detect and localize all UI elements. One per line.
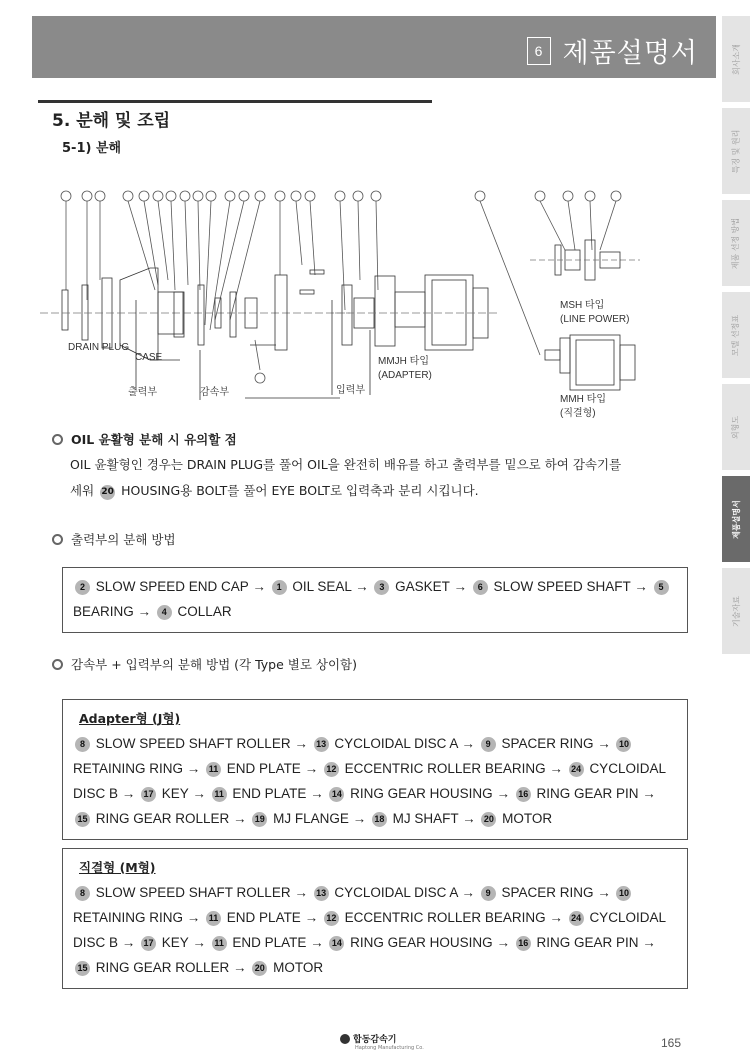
company-logo: 합동감속기 (340, 1032, 396, 1045)
case-label: CASE (135, 352, 163, 363)
part-name: END PLATE (232, 786, 307, 801)
side-tab-dimensions[interactable]: 외형도 (722, 384, 750, 470)
part-name: END PLATE (226, 761, 301, 776)
part-number-badge: 15 (75, 812, 90, 827)
direct-type-title: 직결형 (M형) (79, 860, 156, 875)
arrow-icon: → (458, 811, 480, 826)
part-number-badge: 6 (473, 580, 488, 595)
adapter-type-steps (62, 699, 688, 840)
mmjh-label: MMJH 타입 (378, 356, 429, 367)
part-number-badge: 19 (252, 812, 267, 827)
section-title: 5. 분해 및 조립 (52, 111, 171, 131)
part-number-badge: 24 (569, 911, 584, 926)
part-name: RING GEAR PIN (536, 935, 639, 950)
part-name: SPACER RING (501, 736, 594, 751)
arrow-icon: → (630, 579, 652, 594)
part-name: END PLATE (232, 935, 307, 950)
part-number-badge: 17 (141, 787, 156, 802)
part-name: MJ FLANGE (273, 811, 349, 826)
part-number-badge: 9 (481, 886, 496, 901)
mmh-assembly (545, 335, 635, 390)
chapter-title: 제품설명서 (562, 38, 698, 69)
side-tabs (722, 16, 750, 660)
bullet-icon (52, 434, 63, 445)
input-section-label: 입력부 (336, 385, 365, 396)
part-number-badge: 14 (329, 787, 344, 802)
arrow-icon: → (457, 885, 479, 900)
leader-lines (66, 201, 616, 370)
part-name: RING GEAR HOUSING (350, 935, 493, 950)
part-number-badge: 10 (616, 886, 631, 901)
side-tab-model-table[interactable]: 모델 선정표 (722, 292, 750, 378)
part-number-badge: 11 (212, 936, 227, 951)
part-number-badge: 9 (481, 737, 496, 752)
page-number: 165 (661, 1036, 682, 1050)
part-name: ECCENTRIC ROLLER BEARING (344, 761, 546, 776)
arrow-icon: → (229, 960, 251, 975)
arrow-icon: → (290, 885, 312, 900)
part-number-badge: 13 (314, 886, 329, 901)
part-name: RING GEAR ROLLER (95, 811, 230, 826)
part-number-badge: 8 (75, 886, 90, 901)
arrow-icon: → (118, 935, 140, 950)
part-name: SLOW SPEED SHAFT ROLLER (95, 885, 291, 900)
part-name: KEY (161, 935, 189, 950)
part-name: BEARING (73, 604, 134, 619)
part-name: MOTOR (273, 960, 324, 975)
part-name: SLOW SPEED END CAP (95, 579, 249, 594)
arrow-icon: → (300, 910, 322, 925)
part-number-badge: 12 (324, 911, 339, 926)
mmh-sub-label: (직결형) (560, 408, 596, 419)
arrow-icon: → (545, 761, 567, 776)
part-number-badge: 5 (654, 580, 669, 595)
msh-assembly (530, 240, 640, 280)
part-number-badge: 20 (100, 485, 115, 500)
section-rule (38, 100, 432, 103)
arrow-icon: → (593, 736, 615, 751)
arrow-icon: → (638, 935, 656, 950)
oil-note-text: OIL 윤활형인 경우는 DRAIN PLUG를 풀어 OIL을 완전히 배유를 하고 출력부를 밑으로 하여 감속기를 세워 20 HOUSING용 BOLT를 풀어 EYE BOLT로 입력축과 분리 시킵니다. (70, 457, 622, 498)
part-name: MOTOR (502, 811, 553, 826)
arrow-icon: → (306, 935, 328, 950)
part-name: CYCLOIDAL DISC B (73, 910, 666, 950)
part-number-badge: 16 (516, 936, 531, 951)
side-tab-manual[interactable]: 제품설명서 (722, 476, 750, 562)
arrow-icon: → (306, 786, 328, 801)
part-number-badge: 13 (314, 737, 329, 752)
part-name: RING GEAR ROLLER (95, 960, 230, 975)
part-number-badge: 11 (206, 911, 221, 926)
arrow-icon: → (638, 786, 656, 801)
part-name: GASKET (395, 579, 450, 594)
arrow-icon: → (183, 761, 205, 776)
side-tab-selection[interactable]: 제품 선정 방법 (722, 200, 750, 286)
oil-note-heading: OIL 윤활형 분해 시 유의할 점 (52, 430, 237, 448)
part-number-badge: 16 (516, 787, 531, 802)
part-name: SLOW SPEED SHAFT ROLLER (95, 736, 291, 751)
arrow-icon: → (183, 910, 205, 925)
part-number-badge: 20 (252, 961, 267, 976)
part-name: RING GEAR HOUSING (350, 786, 493, 801)
arrow-icon: → (290, 736, 312, 751)
side-tab-company[interactable]: 회사소개 (722, 16, 750, 102)
part-number-badge: 11 (212, 787, 227, 802)
arrow-icon: → (348, 811, 370, 826)
section-subtitle: 5-1) 분해 (62, 141, 122, 156)
output-method-steps (62, 567, 688, 633)
section-brackets (136, 300, 340, 400)
part-number-badge: 17 (141, 936, 156, 951)
drain-plug-label: DRAIN PLUG (68, 342, 130, 353)
part-name: RETAINING RING (73, 910, 184, 925)
company-name-en: Haptong Manufacturing Co. (355, 1045, 424, 1051)
part-name: RING GEAR PIN (536, 786, 639, 801)
part-number-badge: 4 (157, 605, 172, 620)
part-name: COLLAR (177, 604, 232, 619)
part-name: RETAINING RING (73, 761, 184, 776)
direct-type-steps (62, 848, 688, 989)
part-name: SLOW SPEED SHAFT (493, 579, 631, 594)
side-tab-tech-data[interactable]: 기술자료 (722, 568, 750, 654)
exploded-view-diagram (40, 180, 700, 430)
bullet-icon (52, 534, 63, 545)
mmjh-sub-label: (ADAPTER) (378, 370, 432, 381)
reducer-method-heading: 감속부 + 입력부의 분해 방법 (각 Type 별로 상이함) (52, 655, 357, 673)
arrow-icon: → (248, 579, 270, 594)
chapter-number: 6 (527, 37, 551, 65)
arrow-icon: → (300, 761, 322, 776)
arrow-icon: → (118, 786, 140, 801)
mmh-label: MMH 타입 (560, 394, 606, 405)
part-name: END PLATE (226, 910, 301, 925)
part-number-badge: 2 (75, 580, 90, 595)
arrow-icon: → (133, 604, 155, 619)
part-number-badge: 18 (372, 812, 387, 827)
part-name: CYCLOIDAL DISC B (73, 761, 666, 801)
part-number-badge: 3 (374, 580, 389, 595)
part-number-badge: 1 (272, 580, 287, 595)
part-name: CYCLOIDAL DISC A (334, 885, 458, 900)
part-number-badge: 12 (324, 762, 339, 777)
side-tab-features[interactable]: 특징 및 원리 (722, 108, 750, 194)
arrow-icon: → (449, 579, 471, 594)
part-number-badge: 10 (616, 737, 631, 752)
msh-sub-label: (LINE POWER) (560, 314, 630, 325)
part-number-badge: 24 (569, 762, 584, 777)
part-number-badge: 11 (206, 762, 221, 777)
bullet-icon (52, 659, 63, 670)
reducer-section-label: 감속부 (200, 387, 229, 398)
part-name: ECCENTRIC ROLLER BEARING (344, 910, 546, 925)
arrow-icon: → (545, 910, 567, 925)
part-number-badge: 20 (481, 812, 496, 827)
arrow-icon: → (492, 786, 514, 801)
msh-label: MSH 타입 (560, 300, 605, 311)
output-method-heading: 출력부의 분해 방법 (52, 530, 176, 548)
gear-logo-icon (340, 1034, 350, 1044)
output-section-label: 출력부 (128, 387, 157, 398)
arrow-icon: → (457, 736, 479, 751)
arrow-icon: → (492, 935, 514, 950)
part-name: KEY (161, 786, 189, 801)
part-name: CYCLOIDAL DISC A (334, 736, 458, 751)
part-number-badge: 8 (75, 737, 90, 752)
chapter-header (32, 16, 716, 78)
adapter-type-title: Adapter형 (J형) (79, 711, 181, 726)
part-name: MJ SHAFT (392, 811, 459, 826)
part-name: OIL SEAL (292, 579, 352, 594)
part-name: SPACER RING (501, 885, 594, 900)
part-number-badge: 14 (329, 936, 344, 951)
arrow-icon: → (593, 885, 615, 900)
part-number-badge: 15 (75, 961, 90, 976)
arrow-icon: → (351, 579, 373, 594)
chapter-heading (527, 31, 698, 70)
arrow-icon: → (229, 811, 251, 826)
arrow-icon: → (188, 786, 210, 801)
arrow-icon: → (188, 935, 210, 950)
